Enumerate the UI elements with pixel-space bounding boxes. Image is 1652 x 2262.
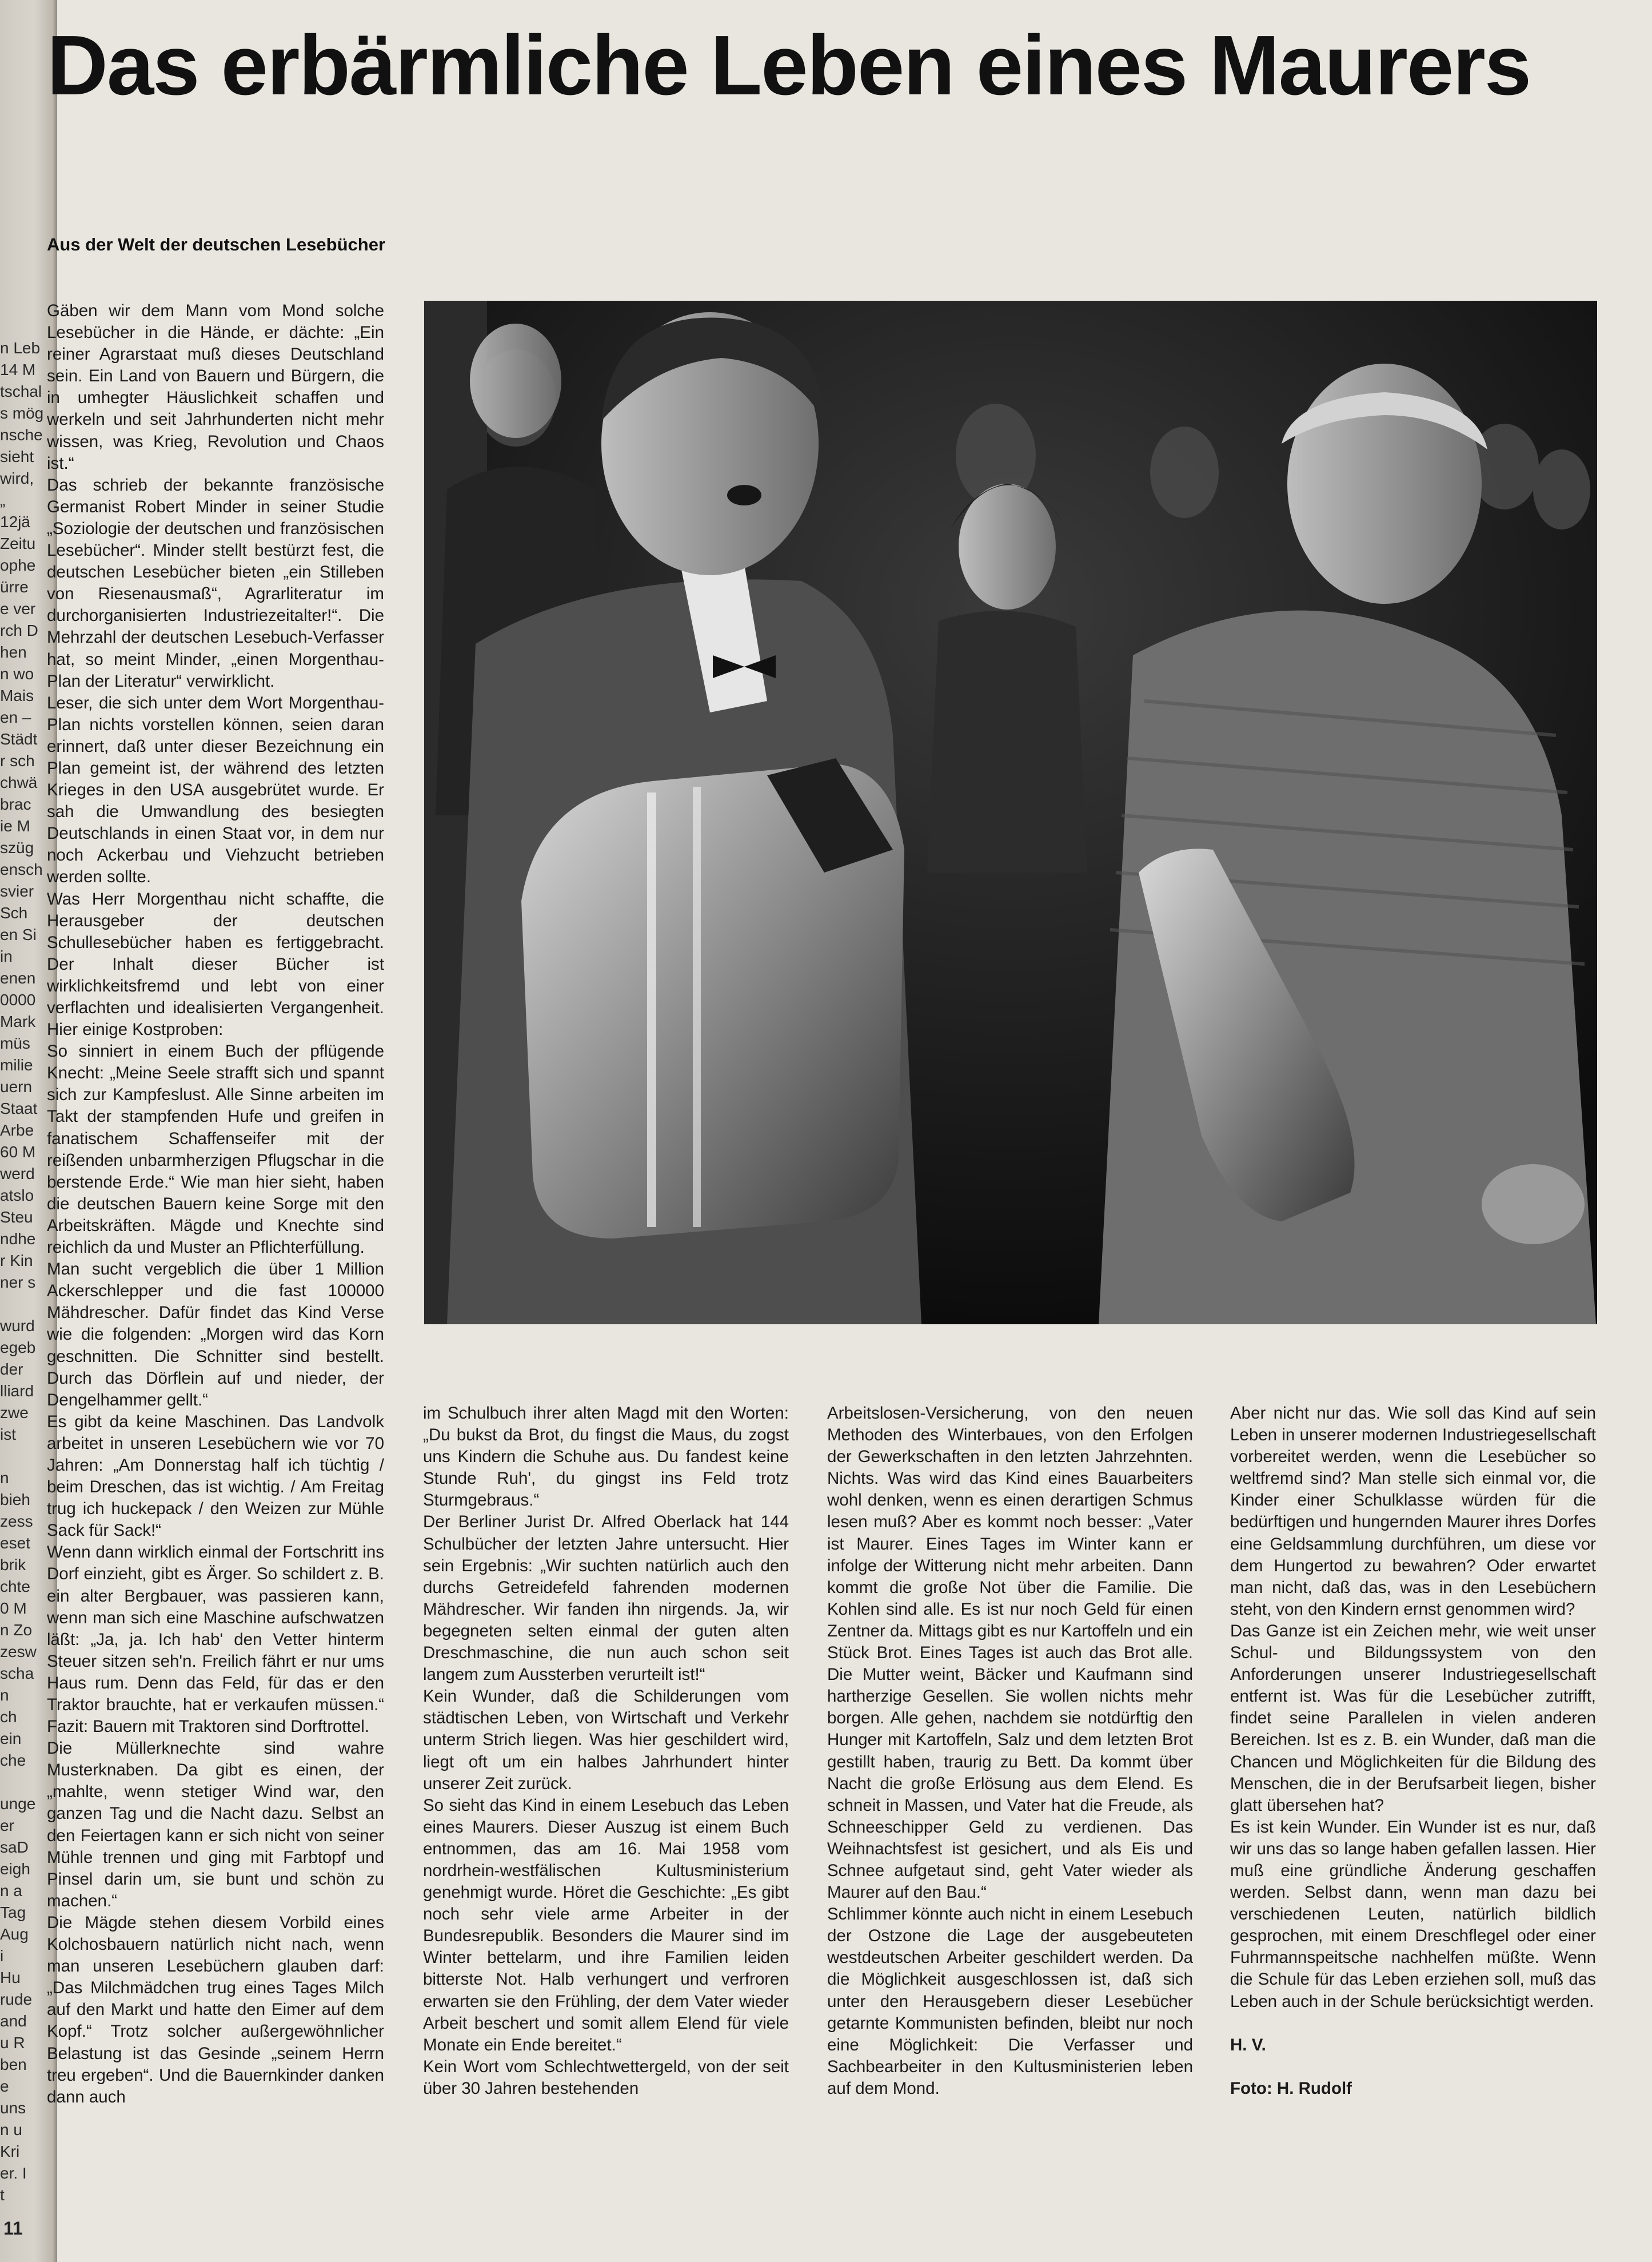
previous-page-fragment: 12jä [0,513,30,531]
col1-paragraph: Das schrieb der bekannte französische Germanist Robert Minder in seiner Studie „Soziologie der deutschen und französischen Lesebücher“. Minder stellt bestürzt fest, die deutschen Lesebücher bieten „ein Stilleben von Riesenausmaß“, Agrarliteratur im durchorganisierten Industriezeitalter!“. Die Mehrzahl der deutschen Lesebuch-Verfasser hat, so meint Minder, „einen Morgenthau-Plan der Literatur“ verwirklicht. [47,475,384,691]
previous-page-fragment: brik [0,1556,26,1574]
previous-page-fragment: sieht [0,448,34,465]
previous-page-fragment: chwä [0,774,38,791]
previous-page-fragment: zesw [0,1643,37,1660]
previous-page-fragment: saD [0,1838,29,1856]
previous-page-fragment: u R [0,2034,25,2052]
previous-page-fragment: en Si [0,926,37,943]
previous-page-fragment: müs [0,1034,30,1052]
text-column-2 [423,1403,789,2100]
previous-page-fragment: e ver [0,600,36,618]
text-column-4 [1230,1403,1596,2100]
previous-page-fragment: Mais [0,687,34,704]
text-column-3 [827,1403,1193,2100]
previous-page-fragment: in [0,947,13,965]
previous-page-fragment: n wo [0,665,34,683]
previous-page-fragment [0,1771,45,1793]
previous-page-fragment: n u [0,2121,22,2138]
previous-page-fragment: Hu [0,1969,21,1986]
col2-paragraph: So sieht das Kind in einem Lesebuch das Leben eines Maurers. Dieser Auszug ist einem Buch entnommen, das am 16. Mai 1958 vom nordrhein-westfälischen Kultusministerium genehmigt wurde. Höret die Geschichte: „Es gibt noch sehr viele arme Arbeiter in der Bundesrepublik. Besonders die Maurer sind im Winter bettelarm, und ihre Familien leiden bitterste Not. Halb verhungert und verfroren erwarten sie den Frühling, der dem Vater wieder Arbeit beschert und somit allem Elend für viele Monate ein Ende bereitet.“ [423,1795,789,2054]
previous-page-fragment: 14 M [0,361,36,379]
previous-page-fragment: werd [0,1165,35,1182]
col2-paragraph: im Schulbuch ihrer alten Magd mit den Worten: „Du bukst da Brot, du fingst die Maus, du zogst uns Kindern die Schuhe aus. Du fandest keine Stunde Ruh', du gingst ins Feld trotz Sturmgebraus.“ [423,1404,789,1510]
previous-page-fragment: n Leb [0,339,41,357]
previous-page-text-fragments [0,337,45,2206]
photo-schoolchildren-with-satchels-icon [424,301,1597,1324]
previous-page-fragment: che [0,1751,26,1769]
photo-credit: Foto: H. Rudolf [1230,2078,1352,2098]
subheading: Aus der Welt der deutschen Lesebücher [47,234,386,254]
previous-page-fragment: svier [0,882,34,900]
col3-paragraph: Schlimmer könnte auch nicht in einem Lesebuch der Ostzone die Lage der ausgebeuteten westdeutschen Arbeiter geschildert werden. Da die Möglichkeit ausgeschlossen ist, daß sich unter den Herausgebern dieser Lesebücher getarnte Kommunisten befinden, bleibt nur noch eine Möglichkeit: Die Verfasser und Sachbearbeiter in den Kultusministerien leben auf dem Mond. [827,1905,1193,2098]
previous-page-fragment: ben [0,2056,27,2073]
previous-page-fragment: r Kin [0,1252,33,1269]
previous-page-fragment: t [0,2186,5,2204]
previous-page-fragment: hen [0,643,27,661]
previous-page-fragment: ner s [0,1273,36,1291]
previous-page-fragment: eset [0,1534,30,1552]
previous-page-fragment: der [0,1360,23,1378]
col1-paragraph: Wenn dann wirklich einmal der Fortschritt ins Dorf einzieht, gibt es Ärger. So schildert z. B. ein alter Bergbauer, was passieren kann, wenn man sich eine Maschine aufschwatzen läßt: „Ja, ja. Ich hab' den Vetter hinterm Steuer sitzen seh'n. Freilich fährt er nur ums Haus rum. Denn das Feld, für das er den Traktor brauchte, hat er verkaufen müssen.“ Fazit: Bauern mit Traktoren sind Dorftrottel. [47,1543,384,1737]
previous-page-fragment: en – [0,708,31,726]
previous-page-fragment [0,1293,45,1315]
col2-paragraph: Kein Wort vom Schlechtwettergeld, von der seit über 30 Jahren bestehenden [423,2057,789,2098]
previous-page-fragment: atslo [0,1186,34,1204]
previous-page-fragment: n [0,1469,9,1487]
col3-paragraph: Arbeitslosen-Versicherung, von den neuen Methoden des Winterbaues, von den Erfolgen der Gewerkschaften in den letzten Jahrzehnten. Nichts. Was wird das Kind eines Bauarbeiters wohl denken, wenn es einen derartigen Schmus lesen muß? Aber es kommt noch besser: „Vater ist Maurer. Eines Tages im Winter kann er infolge der Witterung nicht mehr arbeiten. Dann kommt die große Not über die Familie. Die Kohlen sind alle. Es ist nur noch Geld für einen Zentner da. Mittags gibt es nur Kartoffeln und ein Stück Brot. Eines Tages ist auch das Brot alle. Die Mutter weint, Bäcker und Kaufmann sind hartherzige Gesellen. Sie wollen nichts mehr borgen. Alle gehen, nachdem sie notdürftig den Hunger mit Kartoffeln, Salz und dem letzten Brot gestillt haben, traurig zu Bett. Da kommt über Nacht die große Erlösung aus dem Elend. Es schneit in Massen, und Vater hat die Freude, als Schneeschipper Geld zu verdienen. Das Weihnachtsfest ist gesichert, und als Eis und Schnee aufgetaut sind, geht Vater wieder als Maurer auf den Bau.“ [827,1404,1193,1902]
previous-page-fragment: „ [0,491,6,509]
previous-page-fragment: eigh [0,1860,30,1878]
previous-page-fragment: zwe [0,1404,29,1421]
col1-paragraph: Die Mägde stehen diesem Vorbild eines Kolchosbauern natürlich nicht nach, wenn man unseren Lesebüchern glauben darf: „Das Milchmädchen trug eines Tages Milch auf den Markt und hatte den Eimer auf dem Kopf.“ Trotz solcher außergewöhnlicher Belastung ist das Gesinde „seinem Herrn treu ergeben“. Und die Bauernkinder danken dann auch [47,1913,384,2106]
previous-page-fragment: Steu [0,1208,33,1226]
previous-page-fragment: ndhe [0,1230,36,1248]
col1-paragraph: So sinniert in einem Buch der pflügende Knecht: „Meine Seele strafft sich und spannt sich zur Kampfeslust. Alle Sinne arbeiten im Takt der stampfenden Hufe und greifen in fanatischem Schaffenseifer mit der reißenden unbarmherzigen Pflugschar in die berstende Erde.“ Wie man hier sieht, haben die deutschen Bauern keine Sorge mit den Arbeitskräften. Mägde und Knechte sind reichlich da und Muster an Pflichterfüllung. [47,1042,384,1257]
previous-page-fragment: 0 M [0,1599,27,1617]
col1-paragraph: Was Herr Morgenthau nicht schaffte, die Herausgeber der deutschen Schullesebücher haben es fertiggebracht. Der Inhalt dieser Bücher ist wirklichkeitsfremd und lebt von einer verflachten und idealisierten Vergangenheit. Hier einige Kostproben: [47,889,384,1040]
previous-page-fragment: lliard [0,1382,34,1400]
col4-paragraph: Aber nicht nur das. Wie soll das Kind auf sein Leben in unserer modernen Industriegesellschaft vorbereitet werden, wenn die Lesebücher so weltfremd sind? Man stelle sich einmal vor, die Kinder einer Schulklasse würden für die bedürftigen und hungernden Maurer ihres Dorfes eine Geldsammlung durchführen, um diese vor dem Hungertod zu bewahren? Oder erwartet man nicht, daß das, was in den Lesebüchern steht, von den Kindern ernst genommen wird? [1230,1404,1596,1619]
previous-page-fragment: s mög [0,404,44,422]
article-photo [424,301,1597,1324]
previous-page-fragment: uns [0,2099,26,2117]
previous-page-fragment: Aug [0,1925,29,1943]
previous-page-fragment: and [0,2012,27,2030]
previous-page-fragment: wird, [0,469,34,487]
previous-page-fragment: szüg [0,839,34,857]
text-column-1 [47,300,384,2108]
previous-page-fragment: ürre [0,578,29,596]
previous-page-fragment: er. I [0,2164,27,2182]
author-signature: H. V. [1230,2035,1266,2054]
previous-page-fragment: rch D [0,622,38,639]
previous-page-fragment: ensch [0,861,43,878]
previous-page-fragment: ie M [0,817,30,835]
previous-page-fragment: ophe [0,556,36,574]
previous-page-fragment: bieh [0,1491,30,1508]
previous-page-fragment: e [0,2077,9,2095]
previous-page-fragment: Kri [0,2142,20,2160]
page-number: 11 [3,2218,23,2239]
previous-page-fragment: tschal [0,383,42,400]
previous-page-fragment: er [0,1817,14,1834]
previous-page-fragment [0,1445,45,1467]
previous-page-fragment: ist [0,1425,16,1443]
previous-page-fragment: egeb [0,1339,36,1356]
previous-page-fragment: 60 M [0,1143,36,1161]
previous-page-fragment: rude [0,1990,33,2008]
previous-page-fragment: nsche [0,426,43,444]
previous-page-fragment: i [0,1947,4,1965]
previous-page-fragment: Städt [0,730,38,748]
previous-page-fragment: Sch [0,904,28,922]
previous-page-fragment: n Zo [0,1621,33,1639]
previous-page-fragment: Zeitu [0,535,36,552]
previous-page-fragment: milie [0,1056,33,1074]
col2-paragraph: Kein Wunder, daß die Schilderungen vom städtischen Leben, von Wirtschaft und Verkehr unterm Strich liegen. Was hier geschildert wird, liegt oft um ein halbes Jahrhundert hinter unserer Zeit zurück. [423,1687,789,1793]
previous-page-fragment: Mark [0,1013,36,1030]
col4-paragraph: Es ist kein Wunder. Ein Wunder ist es nur, daß wir uns das so lange haben gefallen lassen. Hier muß eine gründliche Änderung geschaffen werden. Selbst dann, wenn man dazu bei verschiedenen Leuten, natürlich bildlich gesprochen, mit einem Dreschflegel oder einer Fuhrmannspeitsche nachhelfen müßte. Wenn die Schule für das Leben erziehen soll, muß das Leben auch in der Schule berücksichtigt werden. [1230,1817,1596,2011]
previous-page-fragment: chte [0,1578,30,1595]
col1-paragraph: Die Müllerknechte sind wahre Musterknaben. Da gibt es einen, der „mahlte, wenn stetiger Wind war, den ganzen Tag und die Nacht dazu. Selbst an den Feiertagen kann er sich nicht von seiner Mühle trennen und ging mit Farbtopf und Pinsel darin um, sie bunt und schön zu machen.“ [47,1739,384,1910]
col2-paragraph: Der Berliner Jurist Dr. Alfred Oberlack hat 144 Schulbücher der letzten Jahre untersucht. Hier sein Ergebnis: „Wir suchten natürlich auch den durchs Getreidefeld fahrenden modernen Mähdrescher. Wir fanden ihn nirgends. Ja, wir begegneten selten einmal der guten alten Dreschmaschine, die nun auch schon seit langem zum Aussterben verurteilt ist!“ [423,1512,789,1684]
previous-page-fragment: unge [0,1795,36,1813]
previous-page-fragment: scha [0,1664,34,1682]
col1-paragraph: Gäben wir dem Mann vom Mond solche Lesebücher in die Hände, er dächte: „Ein reiner Agrarstaat muß dieses Deutschland sein. Ein Land von Bauern und Bürgern, die in umhegter Häuslichkeit schaffen und werkeln und seit Jahrhunderten nicht mehr wissen, was Krieg, Revolution und Chaos ist.“ [47,301,384,473]
page-title: Das erbärmliche Leben eines Maurers [47,18,1531,113]
previous-page-fragment: Arbe [0,1121,34,1139]
previous-page-fragment: wurd [0,1317,35,1335]
col4-paragraph: Das Ganze ist ein Zeichen mehr, wie weit unser Schul- und Bildungssystem von den Anforderungen unserer Industriegesellschaft entfernt ist. Was für die Lesebücher zutrifft, findet seine Parallelen in vielen anderen Bereichen. Ist es z. B. ein Wunder, daß man die Chancen und Möglichkeiten für die Bildung des Menschen, die in der Berufsarbeit liegen, bisher glatt übersehen hat? [1230,1621,1596,1815]
previous-page-fragment: Staat [0,1100,38,1117]
previous-page-fragment: Tag [0,1903,26,1921]
previous-page-fragment: brac [0,795,31,813]
previous-page-fragment: n [0,1686,9,1704]
col1-paragraph: Es gibt da keine Maschinen. Das Landvolk arbeitet in unseren Lesebüchern wie vor 70 Jahren: „Am Donnerstag half ich tüchtig / beim Dreschen, das ist wichtig. / Am Freitag trug ich huckepack / den Weizen zur Mühle Sack für Sack!“ [47,1412,384,1540]
previous-page-fragment: uern [0,1078,33,1096]
previous-page-fragment: ein [0,1730,22,1747]
previous-page-fragment: enen [0,969,36,987]
col1-paragraph: Man sucht vergeblich die über 1 Million Ackerschlepper und die fast 100000 Mähdrescher. Dafür findet das Kind Verse wie die folgenden: „Morgen wird das Korn geschnitten. Die Schnitter sind bestellt. Durch das Dörflein auf und nieder, der Dengelhammer gellt.“ [47,1260,384,1409]
previous-page-fragment: n a [0,1882,22,1899]
previous-page-fragment: r sch [0,752,35,770]
col1-paragraph: Leser, die sich unter dem Wort Morgenthau-Plan nichts vorstellen können, seien daran erinnert, daß unter dieser Bezeichnung ein Plan gemeint ist, der während des letzten Krieges in den USA ausgebrütet wurde. Er sah die Umwandlung des besiegten Deutschlands in einen Staat vor, in dem nur noch Ackerbau und Viehzucht betrieben werden sollte. [47,693,384,887]
previous-page-fragment: 0000 [0,991,36,1009]
previous-page-fragment: zess [0,1512,33,1530]
previous-page-fragment: ch [0,1708,17,1726]
